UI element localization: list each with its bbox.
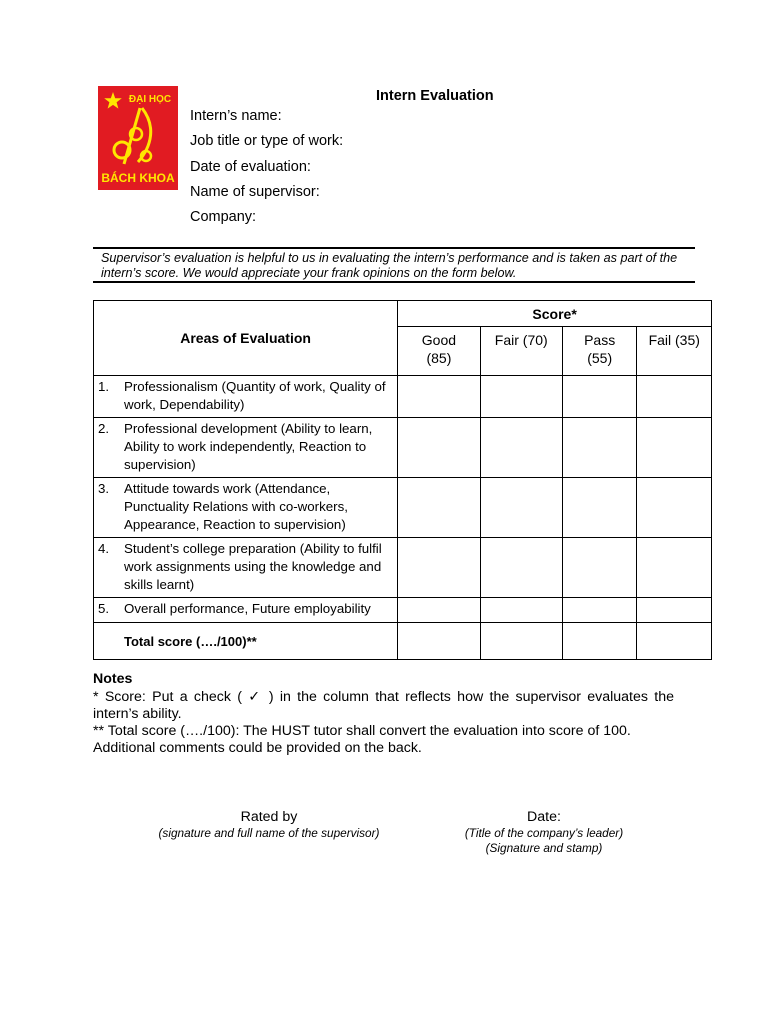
table-row [94,478,712,538]
score-header: Score* [398,301,712,327]
date-block [408,809,680,856]
total-cell-pass[interactable] [562,623,637,660]
score-cell-fail[interactable] [637,376,712,418]
score-cell-fail[interactable] [637,538,712,598]
score-cell-good[interactable] [398,418,480,478]
score-cell-fair[interactable] [480,478,562,538]
score-cell-good[interactable] [398,598,480,623]
signature-stamp-sub: (Signature and stamp) [485,841,603,855]
score-cell-fail[interactable] [637,418,712,478]
score-col-good: Good (85) [398,327,480,376]
logo-text-bottom: BÁCH KHOA [101,171,175,185]
table-row [94,538,712,598]
logo-text-top: ĐẠI HỌC [128,94,172,105]
intro-text: Supervisor’s evaluation is helpful to us in evaluating the intern’s performance and is taken as part of the intern’s score. We would appreciate your frank opinions on the form below. [93,247,695,283]
table-row [94,598,712,623]
score-note: * Score: Put a check ( ✓ ) in the column that reflects how the supervisor evaluates the intern’s ability. [93,689,674,722]
supervisor-name-field: Name of supervisor: [190,183,320,200]
notes-heading: Notes [93,671,133,687]
page-title: Intern Evaluation [376,88,494,104]
area-cell: 3. Attitude towards work (Attendance, Punctuality Relations with co-workers, Appearance, Reaction to supervision) [94,478,398,538]
score-cell-good[interactable] [398,376,480,418]
score-cell-fair[interactable] [480,538,562,598]
areas-header: Areas of Evaluation [94,301,398,376]
total-cell-fair[interactable] [480,623,562,660]
total-note: ** Total score (…./100): The HUST tutor shall convert the evaluation into score of 100. [93,723,631,739]
area-cell: 5. Overall performance, Future employability [94,598,398,623]
score-cell-good[interactable] [398,478,480,538]
total-cell-good[interactable] [398,623,480,660]
total-row [94,623,712,660]
evaluation-date-field: Date of evaluation: [190,158,311,175]
rated-by-block [93,809,445,841]
score-col-fail: Fail (35) [637,327,712,376]
score-cell-pass[interactable] [562,478,637,538]
area-cell: 1. Professionalism (Quantity of work, Quality of work, Dependability) [94,376,398,418]
score-col-pass: Pass (55) [562,327,637,376]
score-col-fair: Fair (70) [480,327,562,376]
score-cell-pass[interactable] [562,598,637,623]
table-row [94,418,712,478]
check-mark-icon: ✓ [248,689,263,705]
score-cell-fair[interactable] [480,418,562,478]
area-cell: 2. Professional development (Ability to learn, Ability to work independently, Reaction to supervision) [94,418,398,478]
score-cell-fail[interactable] [637,598,712,623]
score-cell-fair[interactable] [480,598,562,623]
area-cell: 4. Student’s college preparation (Ability to fulfil work assignments using the knowledge and skills learnt) [94,538,398,598]
score-cell-pass[interactable] [562,418,637,478]
rated-by-label: Rated by [240,809,298,825]
intern-name-field: Intern’s name: [190,108,282,124]
header-fields [190,104,343,230]
notes-section [93,671,674,757]
rated-by-sub: (signature and full name of the supervisor) [158,826,380,840]
hust-logo [98,86,178,190]
company-field: Company: [190,209,257,226]
date-label: Date: [527,809,561,825]
score-cell-pass[interactable] [562,538,637,598]
score-cell-good[interactable] [398,538,480,598]
score-cell-fair[interactable] [480,376,562,418]
comments-note: Additional comments could be provided on the back. [93,740,422,756]
leader-title-sub: (Title of the company’s leader) [464,826,624,840]
total-cell-fail[interactable] [637,623,712,660]
score-cell-pass[interactable] [562,376,637,418]
score-cell-fail[interactable] [637,478,712,538]
total-score-label: Total score (…./100)** [94,623,398,660]
evaluation-table [93,300,712,660]
job-title-field: Job title or type of work: [190,133,344,150]
table-row [94,376,712,418]
